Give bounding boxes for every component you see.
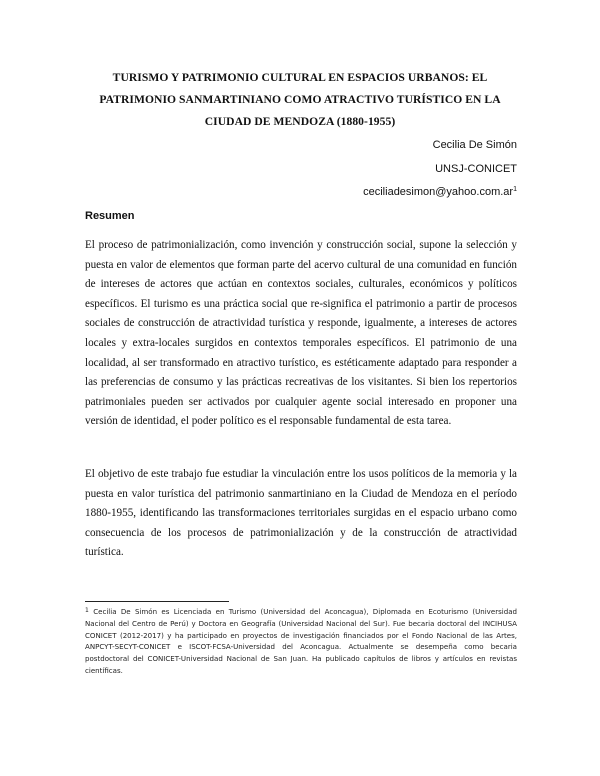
abstract-paragraph-1: El proceso de patrimonialización, como invención y construcción social, supone la selección y puesta en valor de elementos que forman parte del acervo cultural de una comunidad en función de intereses de actores que actúan en contextos sociales, culturales, económicos y políticos específicos. El turismo es una práctica social que re-significa el patrimonio a partir de procesos sociales de construcción de atractividad turística y responde, igualmente, a intereses de actores locales y extra-locales surgidos en contextos temporales específicos. El patrimonio de una localidad, al ser transformado en atractivo turístico, es estéticamente adaptado para responder a las preferencias de consumo y las prácticas recreativas de los visitantes. Si bien los repertorios patrimoniales pueden ser activados por cualquier agente social interesado en proponer una versión de identidad, el poder político es el responsable fundamental de esta tarea. bbox=[85, 239, 517, 428]
author-affiliation: UNSJ-CONICET bbox=[435, 163, 517, 175]
abstract-heading: Resumen bbox=[85, 210, 135, 222]
footnote-marker: 1 bbox=[513, 186, 517, 193]
footnote bbox=[85, 606, 517, 677]
footnote-number: 1 bbox=[85, 607, 89, 614]
author-email: ceciliadesimon@yahoo.com.ar bbox=[363, 186, 514, 198]
author-email-line bbox=[363, 185, 517, 199]
footnote-separator bbox=[85, 601, 229, 602]
abstract-paragraph-2: El objetivo de este trabajo fue estudiar la vinculación entre los usos políticos de la memoria y la puesta en valor turística del patrimonio sanmartiniano en la Ciudad de Mendoza en el período 1880-1955, identificando las transformaciones territoriales surgidas en el espacio urbano como consecuencia de los procesos de patrimonialización y de la construcción de atractividad turística. bbox=[85, 468, 517, 559]
footnote-text: Cecilia De Simón es Licenciada en Turismo (Universidad del Aconcagua), Diplomada en Ecoturismo (Universidad Nacional del Centro de Perú) y Doctora en Geografía (Universidad Nacional del Sur). Fue becaria doctoral del INCIHUSA CONICET (2012-2017) y ha participado en proyectos de investigación financiados por el Fondo Nacional de las Artes, ANPCYT-SECYT-CONICET e ISCOT-FCSA-Universidad del Aconcagua. Actualmente se desempeña como becaria postdoctoral del CONICET-Universidad Nacional de San Juan. Ha publicado capítulos de libros y artículos en revistas científicas. bbox=[85, 607, 517, 675]
paper-title: TURISMO Y PATRIMONIO CULTURAL EN ESPACIOS URBANOS: EL PATRIMONIO SANMARTINIANO COMO ATRACTIVO TURÍSTICO EN LA CIUDAD DE MENDOZA (1880-1955) bbox=[99, 71, 501, 128]
author-name: Cecilia De Simón bbox=[432, 139, 517, 151]
